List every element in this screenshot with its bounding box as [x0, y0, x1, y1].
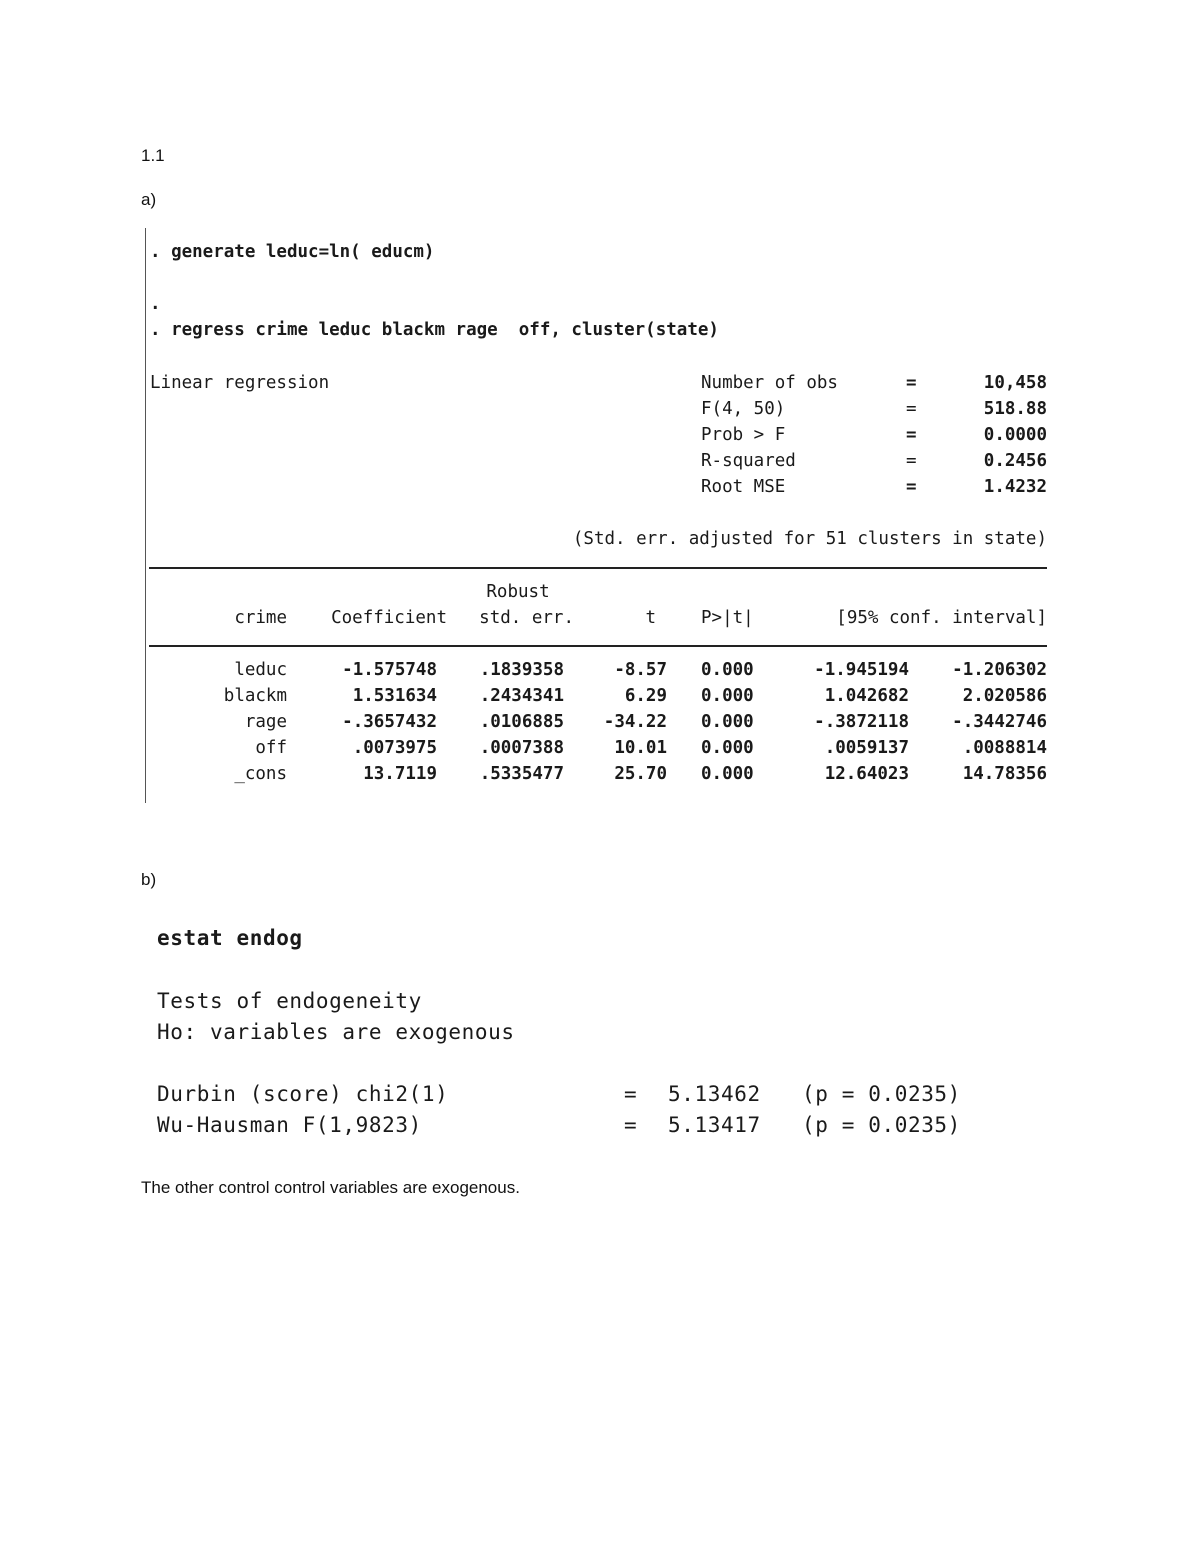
stat-label: Prob > F [701, 425, 786, 445]
p-value: 0.000 [701, 712, 754, 732]
section-number: 1.1 [141, 146, 165, 165]
coef-value: 1.531634 [352, 686, 437, 706]
estat-command: estat endog [157, 926, 303, 950]
conclusion-text: The other control control variables are exogenous. [141, 1178, 520, 1197]
stat-label: F(4, 50) [701, 399, 786, 419]
var-name: blackm [223, 686, 287, 706]
header-t: t [645, 608, 656, 628]
output-left-border [145, 228, 146, 803]
test-stat: 5.13417 [668, 1113, 761, 1137]
var-name: off [255, 738, 287, 758]
p-value: 0.000 [701, 686, 754, 706]
se-value: .0106885 [479, 712, 564, 732]
ci-low: 12.64023 [824, 764, 909, 784]
test-eq: = [624, 1113, 638, 1137]
var-name: rage [244, 712, 287, 732]
coef-value: -.3657432 [342, 712, 437, 732]
stat-eq: = [906, 425, 917, 445]
stat-eq: = [906, 373, 917, 393]
se-value: .2434341 [479, 686, 564, 706]
ci-low: .0059137 [824, 738, 909, 758]
coef-value: -1.575748 [342, 660, 437, 680]
stat-eq: = [906, 477, 917, 497]
ci-high: 14.78356 [962, 764, 1047, 784]
t-value: -34.22 [603, 712, 667, 732]
p-value: 0.000 [701, 660, 754, 680]
header-ci: [95% conf. interval] [836, 608, 1047, 628]
part-b-label: b) [141, 870, 157, 889]
p-value: 0.000 [701, 764, 754, 784]
header-depvar: crime [234, 608, 287, 628]
stat-value: 10,458 [983, 373, 1047, 393]
t-value: 10.01 [614, 738, 667, 758]
se-value: .1839358 [479, 660, 564, 680]
ci-low: 1.042682 [824, 686, 909, 706]
regress-command: . regress crime leduc blackm rage off, cluster(state) [150, 320, 719, 340]
test-pvalue: (p = 0.0235) [802, 1082, 961, 1106]
stat-value: 1.4232 [983, 477, 1047, 497]
ci-high: 2.020586 [962, 686, 1047, 706]
coef-value: 13.7119 [363, 764, 437, 784]
ci-high: -.3442746 [952, 712, 1047, 732]
header-coefficient: Coefficient [331, 608, 447, 628]
stat-eq: = [906, 399, 917, 419]
test-label: Durbin (score) chi2(1) [157, 1082, 449, 1106]
test-pvalue: (p = 0.0235) [802, 1113, 961, 1137]
blank-prompt: . [150, 294, 161, 314]
ci-high: -1.206302 [952, 660, 1047, 680]
stat-value: 518.88 [983, 399, 1047, 419]
stat-label: R-squared [701, 451, 796, 471]
coef-value: .0073975 [352, 738, 437, 758]
stat-value: 0.0000 [983, 425, 1047, 445]
endog-title: Tests of endogeneity [157, 989, 422, 1013]
t-value: 25.70 [614, 764, 667, 784]
stat-value: 0.2456 [983, 451, 1047, 471]
test-eq: = [624, 1082, 638, 1106]
ci-low: -1.945194 [814, 660, 909, 680]
cluster-note: (Std. err. adjusted for 51 clusters in state) [572, 529, 1047, 549]
part-a-label: a) [141, 190, 157, 209]
stat-eq: = [906, 451, 917, 471]
ci-low: -.3872118 [814, 712, 909, 732]
null-hypothesis: Ho: variables are exogenous [157, 1020, 515, 1044]
var-name: _cons [234, 764, 287, 784]
se-value: .0007388 [479, 738, 564, 758]
stat-label: Root MSE [701, 477, 786, 497]
stat-label: Number of obs [701, 373, 838, 393]
table-header-rule [149, 645, 1047, 647]
se-value: .5335477 [479, 764, 564, 784]
p-value: 0.000 [701, 738, 754, 758]
table-top-rule [149, 567, 1047, 569]
header-p: P>|t| [701, 608, 754, 628]
generate-command: . generate leduc=ln( educm) [150, 242, 435, 262]
t-value: -8.57 [614, 660, 667, 680]
ci-high: .0088814 [962, 738, 1047, 758]
test-label: Wu-Hausman F(1,9823) [157, 1113, 422, 1137]
var-name: leduc [234, 660, 287, 680]
model-title: Linear regression [150, 373, 330, 393]
test-stat: 5.13462 [668, 1082, 761, 1106]
t-value: 6.29 [624, 686, 667, 706]
header-robust: Robust [486, 582, 550, 602]
header-std-err: std. err. [479, 608, 574, 628]
